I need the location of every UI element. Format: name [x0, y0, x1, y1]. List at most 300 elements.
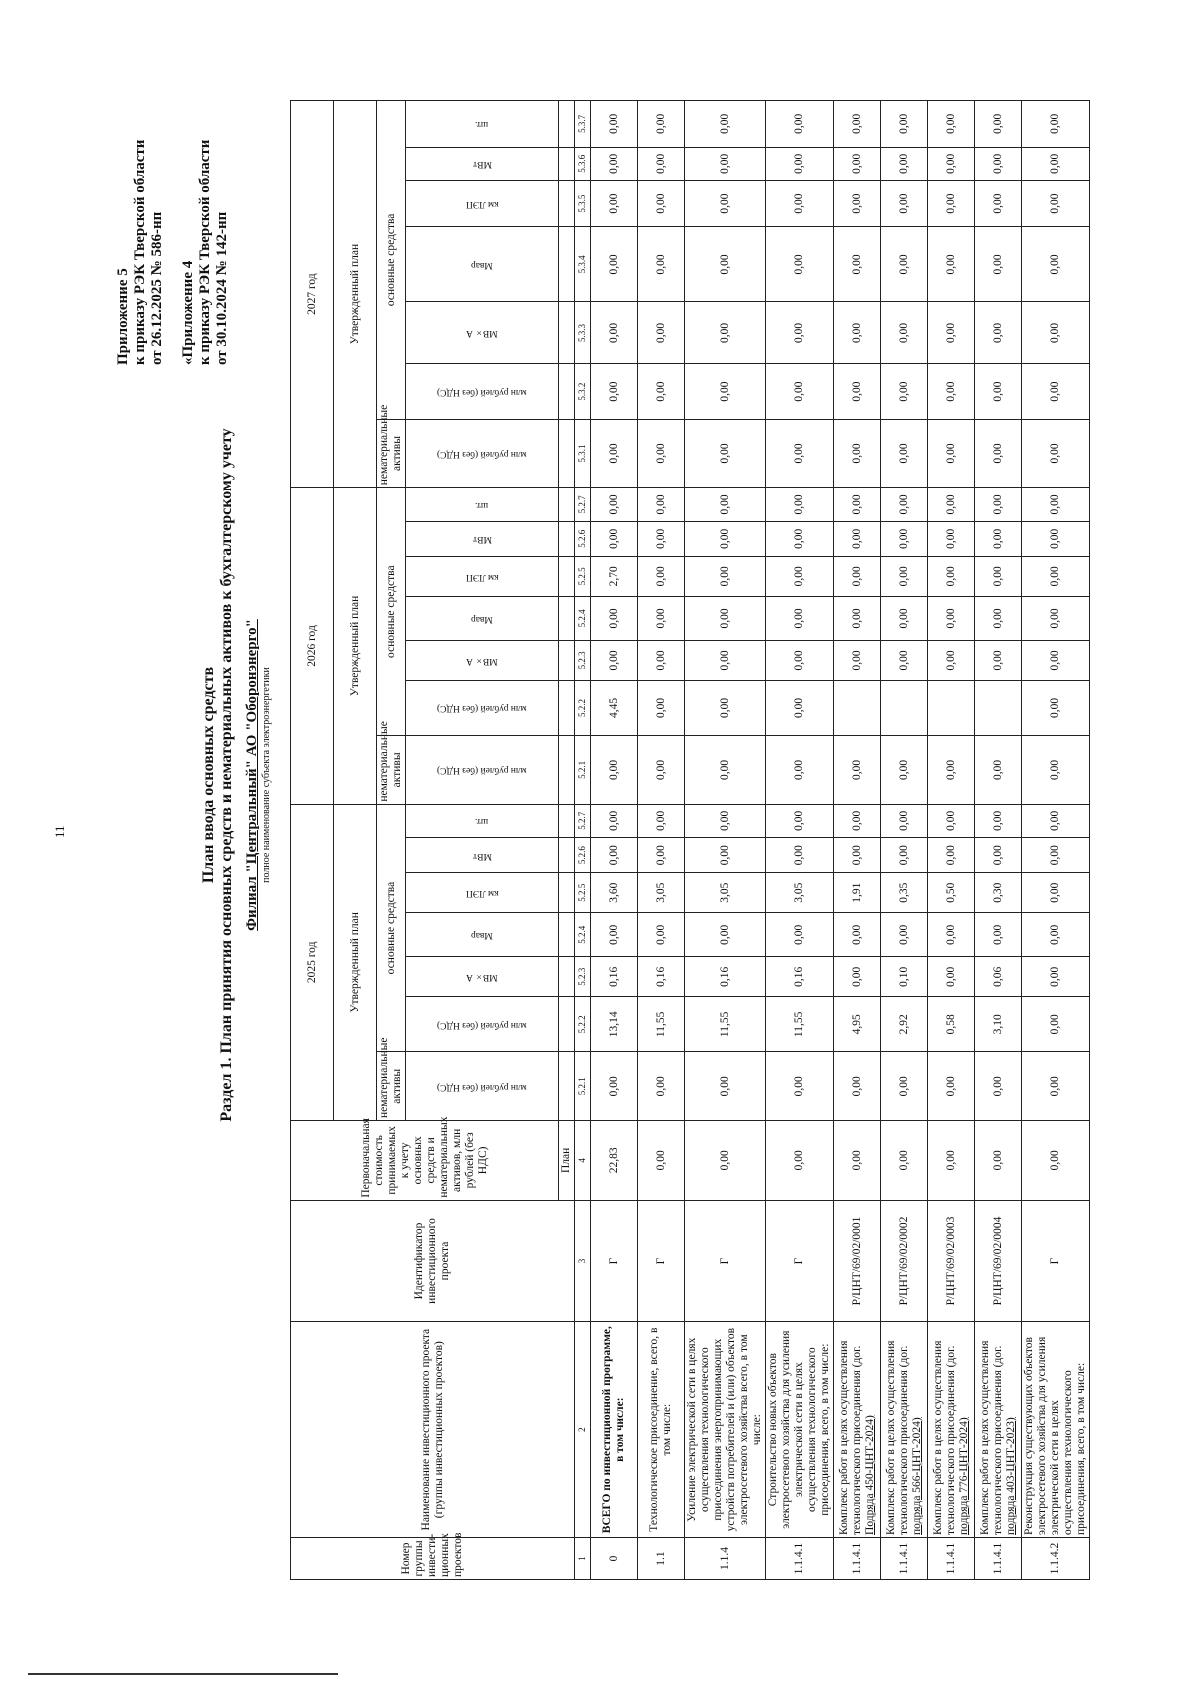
value-cell: 0,50	[928, 873, 975, 913]
unit-label: МВт	[472, 159, 492, 170]
value-cell: 0,00	[834, 1052, 881, 1121]
value-cell: 0,00	[928, 556, 975, 596]
value-cell: 0,00	[1022, 736, 1090, 805]
value-cell: 0,00	[881, 521, 928, 556]
value-cell: 0,00	[766, 227, 834, 302]
value-cell: 0,00	[975, 596, 1022, 640]
header-year: 2025 год	[291, 804, 334, 1120]
value-cell: 13,14	[591, 997, 638, 1052]
value-cell: 0,00	[638, 488, 685, 521]
value-cell: 0,00	[591, 736, 638, 805]
value-cell: 0,00	[834, 101, 881, 148]
row-name-text: Комплекс работ в целях осуществления технологического присоединения (дог.	[978, 1340, 1004, 1535]
value-cell: 0,00	[638, 101, 685, 148]
header-blank	[559, 913, 575, 957]
header-blank	[559, 1052, 575, 1121]
table-row	[834, 101, 881, 1580]
row-name	[834, 1322, 881, 1538]
header-plan: План	[559, 1121, 575, 1201]
value-cell: 0,00	[766, 837, 834, 872]
approval-line: «Приложение 4	[180, 260, 196, 365]
value-cell: 0,00	[766, 913, 834, 957]
unit-label: млн рублей (без НДС)	[437, 387, 527, 398]
value-cell: 0,00	[766, 302, 834, 364]
value-cell: 0,00	[685, 488, 766, 521]
value-cell: 0,00	[1022, 837, 1090, 872]
table-row	[1022, 101, 1090, 1580]
value-cell: 0,00	[881, 101, 928, 148]
value-cell: 0,00	[638, 302, 685, 364]
value-cell: 0,00	[685, 640, 766, 680]
unit-label: МВ×А	[466, 972, 498, 983]
row-plan-cost: 0,00	[638, 1121, 685, 1201]
value-cell: 0,00	[638, 913, 685, 957]
header-blank	[559, 364, 575, 419]
value-cell: 0,00	[975, 180, 1022, 226]
header-unit	[406, 556, 559, 596]
value-cell: 2,92	[881, 997, 928, 1052]
company-caption: полное наименование субъекта электроэнергетики	[261, 667, 272, 883]
header-unit	[406, 147, 559, 180]
value-cell: 0,00	[928, 419, 975, 488]
value-cell: 0,00	[881, 1052, 928, 1121]
row-identifier: Г	[1022, 1200, 1090, 1322]
value-cell: 0,00	[834, 804, 881, 837]
approval-line: к приказу РЭК Тверской области	[197, 139, 213, 365]
row-identifier: Г	[685, 1200, 766, 1322]
value-cell: 0,00	[591, 1052, 638, 1121]
value-cell: 0,00	[975, 837, 1022, 872]
value-cell: 0,00	[1022, 180, 1090, 226]
value-cell: 0,00	[975, 521, 1022, 556]
value-cell: 0,00	[881, 364, 928, 419]
row-plan-cost: 0,00	[1022, 1121, 1090, 1201]
row-name-text: Технологическое присоединение, всего, в том числе:	[648, 1327, 673, 1532]
header-approved-plan: Утвержденный план	[334, 488, 377, 804]
value-cell: 0,00	[881, 488, 928, 521]
value-cell: 0,00	[928, 147, 975, 180]
value-cell: 0,00	[1022, 101, 1090, 148]
row-identifier: Р/ЦНТ/69/02/0003	[928, 1200, 975, 1322]
value-cell: 0,00	[638, 521, 685, 556]
value-cell: 0,00	[1022, 147, 1090, 180]
value-cell	[975, 680, 1022, 735]
row-name	[591, 1322, 638, 1538]
header-blank	[559, 957, 575, 997]
row-identifier: Р/ЦНТ/69/02/0004	[975, 1200, 1022, 1322]
value-cell: 0,00	[1022, 640, 1090, 680]
value-cell: 0,00	[834, 180, 881, 226]
value-cell: 0,00	[766, 488, 834, 521]
header-blank	[559, 680, 575, 735]
column-number: 5.2.3	[575, 957, 591, 997]
value-cell: 0,00	[591, 364, 638, 419]
value-cell: 0,00	[685, 147, 766, 180]
value-cell: 0,00	[638, 596, 685, 640]
header-name: Наименование инвестиционного проекта (группы инвестиционных проектов)	[291, 1322, 575, 1538]
header-approved-plan: Утвержденный план	[334, 804, 377, 1120]
value-cell: 0,00	[591, 302, 638, 364]
plan-table	[290, 100, 1090, 1580]
footer-line	[28, 1673, 338, 1675]
row-name-text: Комплекс работ в целях осуществления технологического присоединения (дог.	[931, 1340, 957, 1535]
value-cell: 0,00	[591, 101, 638, 148]
row-plan-cost: 0,00	[928, 1121, 975, 1201]
column-number: 5.2.2	[575, 997, 591, 1052]
value-cell: 0,00	[881, 556, 928, 596]
header-year: 2026 год	[291, 488, 334, 804]
header-unit	[406, 680, 559, 735]
row-name-text: Реконструкция существующих объектов электросетевого хозяйства для усиления электрической сети в целях осуществления технологического присоединения, всего, в том числе:	[1023, 1336, 1087, 1535]
value-cell: 0,00	[1022, 419, 1090, 488]
value-cell: 0,00	[766, 736, 834, 805]
value-cell: 0,00	[881, 147, 928, 180]
approval-line: к приказу РЭК Тверской области	[132, 139, 148, 365]
row-number: 1.1.4	[685, 1537, 766, 1579]
value-cell: 0,00	[975, 804, 1022, 837]
row-name	[685, 1322, 766, 1538]
header-unit	[406, 997, 559, 1052]
table-row	[881, 101, 928, 1580]
header-unit	[406, 1052, 559, 1121]
value-cell: 0,00	[685, 556, 766, 596]
header-blank	[559, 873, 575, 913]
value-cell: 0,00	[834, 640, 881, 680]
header-unit	[406, 640, 559, 680]
header-blank	[559, 101, 575, 148]
value-cell: 4,95	[834, 997, 881, 1052]
unit-label: шт.	[475, 119, 489, 130]
header-blank	[559, 488, 575, 521]
value-cell: 0,16	[638, 957, 685, 997]
value-cell: 0,58	[928, 997, 975, 1052]
column-number: 5.2.6	[575, 837, 591, 872]
value-cell: 0,00	[685, 1052, 766, 1121]
column-number: 3	[575, 1200, 591, 1322]
value-cell: 0,00	[638, 1052, 685, 1121]
value-cell: 0,00	[928, 957, 975, 997]
header-blank	[559, 227, 575, 302]
header-blank	[559, 556, 575, 596]
unit-label: МВт	[472, 850, 492, 861]
value-cell: 0,00	[975, 419, 1022, 488]
table-row	[975, 101, 1022, 1580]
header-unit	[406, 804, 559, 837]
unit-label: Мвар	[471, 259, 493, 270]
unit-label: МВ×А	[466, 328, 498, 339]
unit-label: Мвар	[471, 930, 493, 941]
value-cell: 0,00	[928, 804, 975, 837]
value-cell: 0,00	[685, 419, 766, 488]
value-cell: 0,00	[975, 913, 1022, 957]
header-blank	[559, 180, 575, 226]
value-cell: 0,00	[685, 837, 766, 872]
unit-label: млн рублей (без НДС)	[437, 448, 527, 459]
value-cell: 0,00	[1022, 997, 1090, 1052]
header-unit	[406, 364, 559, 419]
document-titles	[200, 155, 272, 1395]
row-number: 1.1.4.1	[881, 1537, 928, 1579]
value-cell: 0,00	[834, 736, 881, 805]
row-plan-cost: 22,83	[591, 1121, 638, 1201]
value-cell: 0,35	[881, 873, 928, 913]
header-blank	[559, 640, 575, 680]
row-contract-ref: Подряда 450-ЦНТ-2024)	[863, 1415, 876, 1535]
value-cell: 0,00	[834, 147, 881, 180]
value-cell: 0,10	[881, 957, 928, 997]
value-cell: 0,00	[638, 680, 685, 735]
row-name	[638, 1322, 685, 1538]
row-plan-cost: 0,00	[881, 1121, 928, 1201]
header-approved-plan: Утвержденный план	[334, 101, 377, 488]
approval-line: от 30.10.2024 № 142-нп	[214, 211, 230, 365]
value-cell: 0,06	[975, 957, 1022, 997]
row-name-text: Усиление электрической сети в целях осуществления технологического присоединения энергопринимающих устройств потребителей и (или) объектов электросетевого хозяйства всего, в том числе:	[686, 1327, 763, 1532]
header-blank	[559, 596, 575, 640]
value-cell: 0,00	[638, 837, 685, 872]
column-number: 5.2.7	[575, 804, 591, 837]
value-cell: 0,00	[975, 556, 1022, 596]
value-cell: 0,00	[881, 913, 928, 957]
unit-label: шт.	[475, 816, 489, 827]
value-cell: 0,00	[766, 556, 834, 596]
value-cell: 0,00	[834, 957, 881, 997]
row-identifier: Г	[766, 1200, 834, 1322]
value-cell: 0,00	[975, 147, 1022, 180]
approval-line: от 26.12.2025 № 586-нп	[149, 211, 165, 365]
value-cell: 0,00	[928, 227, 975, 302]
value-cell: 0,00	[685, 521, 766, 556]
header-unit	[406, 913, 559, 957]
unit-label: МВ×А	[466, 655, 498, 666]
unit-label: Мвар	[471, 613, 493, 624]
row-number: 1.1.4.2	[1022, 1537, 1090, 1579]
header-blank	[559, 837, 575, 872]
value-cell: 0,00	[591, 804, 638, 837]
value-cell: 0,16	[685, 957, 766, 997]
value-cell: 0,00	[591, 227, 638, 302]
unit-label: млн рублей (без НДС)	[437, 1019, 527, 1030]
header-intangible: нематериальные активы	[377, 1052, 406, 1121]
value-cell: 0,00	[928, 180, 975, 226]
value-cell: 0,00	[881, 302, 928, 364]
section-title: Раздел 1. План принятия основных средств и нематериальных активов к бухгалтерскому учету	[218, 428, 235, 1122]
header-blank	[559, 521, 575, 556]
row-number: 1.1	[638, 1537, 685, 1579]
value-cell	[881, 680, 928, 735]
value-cell: 0,00	[1022, 302, 1090, 364]
column-number: 5.2.6	[575, 521, 591, 556]
value-cell: 0,00	[766, 1052, 834, 1121]
row-name-text: Строительство новых объектов электросетевого хозяйства для усиления электрической сети в целях осуществления технологического присоединения, всего, в том числе:	[767, 1330, 831, 1529]
value-cell: 0,00	[834, 488, 881, 521]
value-cell: 0,00	[975, 640, 1022, 680]
value-cell: 3,05	[685, 873, 766, 913]
row-number: 1.1.4.1	[975, 1537, 1022, 1579]
value-cell: 0,00	[591, 640, 638, 680]
row-contract-ref: подряда 776-ЦНТ-2024)	[957, 1417, 970, 1535]
value-cell: 0,00	[1022, 913, 1090, 957]
value-cell: 0,00	[685, 804, 766, 837]
value-cell: 0,00	[685, 180, 766, 226]
value-cell: 11,55	[766, 997, 834, 1052]
value-cell	[834, 680, 881, 735]
header-unit	[406, 419, 559, 488]
row-number: 1.1.4.1	[928, 1537, 975, 1579]
unit-label: км ЛЭП	[465, 199, 499, 210]
unit-label: млн рублей (без НДС)	[437, 765, 527, 776]
value-cell: 0,00	[834, 837, 881, 872]
value-cell: 0,00	[685, 596, 766, 640]
value-cell: 0,00	[881, 736, 928, 805]
value-cell: 0,00	[928, 521, 975, 556]
value-cell: 3,10	[975, 997, 1022, 1052]
value-cell: 0,00	[638, 419, 685, 488]
header-blank	[559, 736, 575, 805]
header-group-num: Номер группы инвести-ционных проектов	[291, 1537, 575, 1579]
header-year: 2027 год	[291, 101, 334, 488]
value-cell: 0,00	[1022, 596, 1090, 640]
value-cell: 0,00	[1022, 680, 1090, 735]
row-name	[766, 1322, 834, 1538]
row-plan-cost: 0,00	[766, 1121, 834, 1201]
column-number: 5.3.7	[575, 101, 591, 148]
value-cell: 0,00	[928, 913, 975, 957]
value-cell: 3,05	[766, 873, 834, 913]
value-cell: 0,00	[766, 419, 834, 488]
header-intangible: нематериальные активы	[377, 419, 406, 488]
column-number: 5.2.1	[575, 736, 591, 805]
unit-label: млн рублей (без НДС)	[437, 1081, 527, 1092]
header-unit	[406, 302, 559, 364]
value-cell: 0,00	[1022, 1052, 1090, 1121]
value-cell: 0,00	[928, 1052, 975, 1121]
row-plan-cost: 0,00	[834, 1121, 881, 1201]
value-cell: 0,00	[638, 227, 685, 302]
value-cell: 0,00	[834, 596, 881, 640]
column-number: 5.2.4	[575, 596, 591, 640]
value-cell: 0,00	[638, 804, 685, 837]
header-blank	[559, 302, 575, 364]
value-cell: 0,00	[766, 521, 834, 556]
value-cell: 1,91	[834, 873, 881, 913]
value-cell: 3,60	[591, 873, 638, 913]
value-cell: 0,30	[975, 873, 1022, 913]
row-contract-ref: подряда 403-ЦНТ-2023)	[1004, 1417, 1017, 1535]
column-number: 5.2.3	[575, 640, 591, 680]
header-id: Идентификатор инвестиционного проекта	[291, 1200, 575, 1322]
value-cell: 0,00	[638, 736, 685, 805]
value-cell: 0,00	[834, 556, 881, 596]
header-blank	[559, 804, 575, 837]
value-cell: 0,00	[881, 837, 928, 872]
header-blank	[559, 147, 575, 180]
value-cell: 0,00	[591, 147, 638, 180]
value-cell: 0,00	[881, 640, 928, 680]
column-number: 1	[575, 1537, 591, 1579]
value-cell: 3,05	[638, 873, 685, 913]
value-cell: 0,00	[766, 180, 834, 226]
value-cell: 0,00	[766, 804, 834, 837]
value-cell: 0,00	[1022, 521, 1090, 556]
row-name	[928, 1322, 975, 1538]
value-cell: 0,00	[928, 488, 975, 521]
value-cell	[928, 680, 975, 735]
row-contract-ref: подряда 566-ЦНТ-2024)	[910, 1417, 923, 1535]
column-number: 5.3.6	[575, 147, 591, 180]
column-number: 5.2.7	[575, 488, 591, 521]
value-cell: 0,00	[685, 101, 766, 148]
value-cell: 0,00	[975, 1052, 1022, 1121]
value-cell: 0,00	[685, 302, 766, 364]
value-cell: 0,00	[1022, 556, 1090, 596]
row-name	[975, 1322, 1022, 1538]
header-unit	[406, 488, 559, 521]
value-cell: 0,00	[638, 180, 685, 226]
value-cell: 0,00	[928, 736, 975, 805]
value-cell: 0,00	[685, 680, 766, 735]
value-cell: 0,00	[975, 364, 1022, 419]
value-cell: 4,45	[591, 680, 638, 735]
value-cell: 0,00	[591, 488, 638, 521]
header-fixed-assets: основные средства	[377, 488, 406, 736]
value-cell: 0,00	[928, 302, 975, 364]
value-cell: 0,00	[591, 419, 638, 488]
row-identifier: Г	[638, 1200, 685, 1322]
value-cell: 0,00	[638, 147, 685, 180]
column-number: 4	[575, 1121, 591, 1201]
value-cell: 0,16	[591, 957, 638, 997]
unit-label: МВт	[472, 534, 492, 545]
value-cell: 0,00	[834, 419, 881, 488]
value-cell: 0,00	[766, 596, 834, 640]
value-cell: 2,70	[591, 556, 638, 596]
header-unit	[406, 596, 559, 640]
row-plan-cost: 0,00	[975, 1121, 1022, 1201]
value-cell: 0,00	[1022, 873, 1090, 913]
column-number: 5.2.2	[575, 680, 591, 735]
value-cell: 0,00	[834, 302, 881, 364]
value-cell: 0,00	[834, 227, 881, 302]
row-name-text: ВСЕГО по инвестиционной программе, в том числе:	[601, 1326, 626, 1534]
row-identifier: Р/ЦНТ/69/02/0001	[834, 1200, 881, 1322]
value-cell: 0,00	[591, 180, 638, 226]
value-cell: 0,00	[975, 736, 1022, 805]
column-number: 5.2.5	[575, 556, 591, 596]
unit-label: шт.	[475, 499, 489, 510]
value-cell: 0,00	[766, 101, 834, 148]
value-cell: 0,00	[975, 302, 1022, 364]
value-cell: 0,00	[928, 837, 975, 872]
value-cell: 0,00	[1022, 957, 1090, 997]
value-cell: 0,00	[881, 419, 928, 488]
header-unit	[406, 837, 559, 872]
header-blank	[559, 419, 575, 488]
doc-title: План ввода основных средств	[200, 666, 217, 884]
value-cell: 0,00	[638, 364, 685, 419]
value-cell: 0,00	[638, 640, 685, 680]
table-row	[685, 101, 766, 1580]
unit-label: км ЛЭП	[465, 571, 499, 582]
value-cell: 0,00	[1022, 804, 1090, 837]
value-cell: 0,00	[766, 640, 834, 680]
value-cell: 0,00	[1022, 364, 1090, 419]
company-name: Филиал "Центральный" АО "Оборонэнерго"	[244, 619, 260, 931]
column-number: 5.3.5	[575, 180, 591, 226]
row-name-text: Комплекс работ в целях осуществления технологического присоединения (дог.	[837, 1340, 863, 1535]
column-number: 5.3.1	[575, 419, 591, 488]
header-unit	[406, 101, 559, 148]
